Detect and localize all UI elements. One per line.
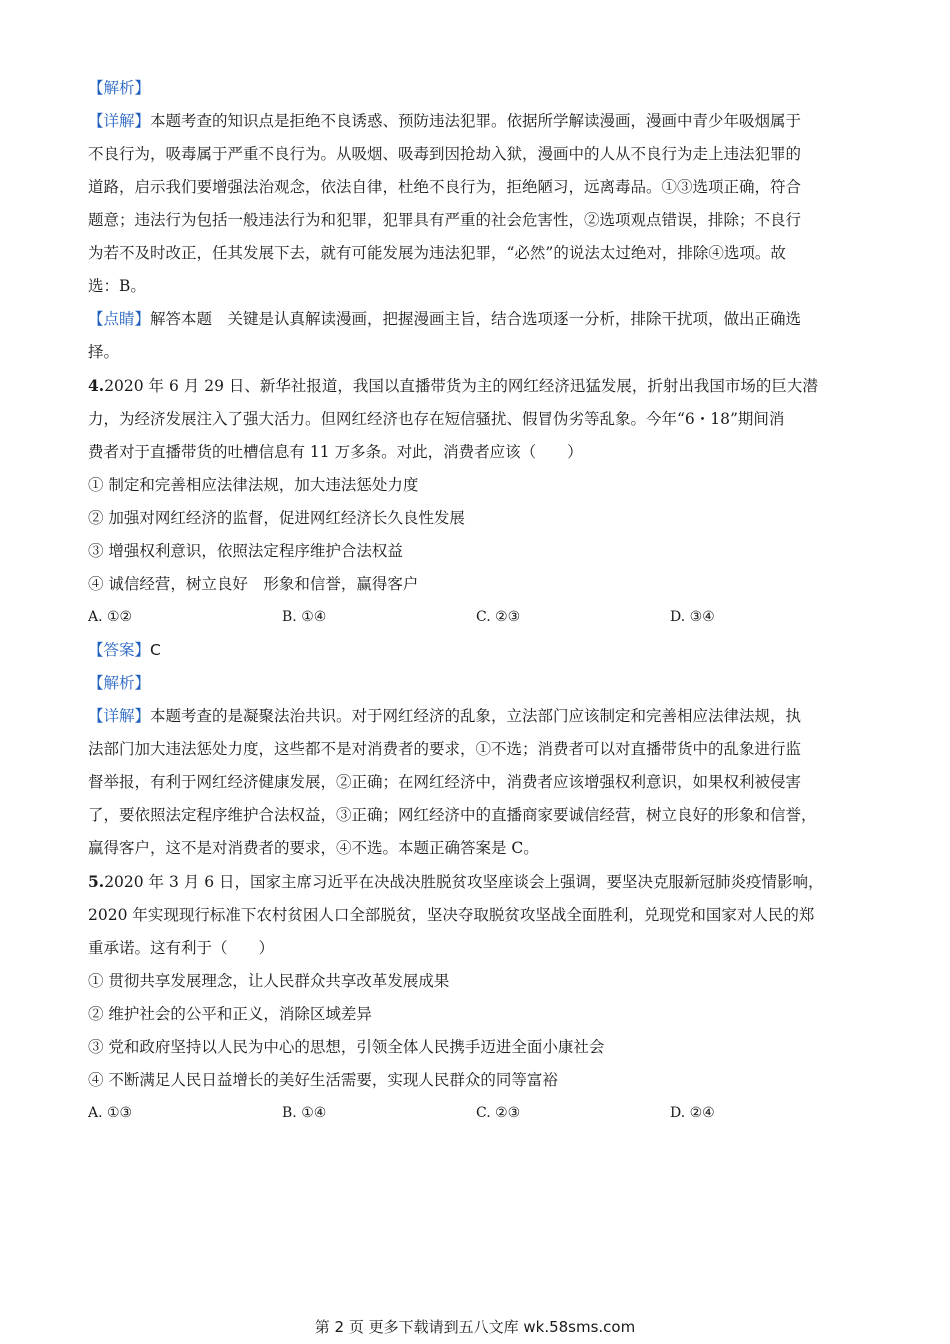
q3-detail-text: 本题考查的知识点是拒绝不良诱惑、预防违法犯罪。依据所学解读漫画，漫画中青少年吸烟属于 bbox=[150, 112, 802, 130]
q4-choice-a: A. ①② bbox=[88, 609, 133, 625]
q3-detail-line: 道路，启示我们要增强法治观念，依法自律，杜绝不良行为，拒绝陋习，远离毒品。①③选项正确，符合 bbox=[88, 178, 802, 196]
q4-stem-line: 费者对于直播带货的吐槽信息有 11 万多条。对此，消费者应该（ ） bbox=[88, 443, 583, 461]
q4-option: ③ 增强权利意识，依照法定程序维护合法权益 bbox=[88, 542, 403, 560]
q5-number: 5. bbox=[88, 872, 105, 891]
q5-choice-d: D. ②④ bbox=[670, 1105, 715, 1121]
q4-detail-line: 法部门加大违法惩处力度，这些都不是对消费者的要求，①不选；消费者可以对直播带货中的乱象进行监 bbox=[88, 740, 802, 758]
q4-stem-text: 2020 年 6 月 29 日、新华社报道，我国以直播带货为主的网红经济迅猛发展，折射出我国市场的巨大潜 bbox=[104, 377, 818, 395]
q4-option: ② 加强对网红经济的监督，促进网红经济长久良性发展 bbox=[88, 509, 465, 527]
q5-option: ① 贯彻共享发展理念，让人民群众共享改革发展成果 bbox=[88, 972, 450, 990]
q4-number: 4. bbox=[88, 376, 105, 395]
q5-stem-line: 2020 年实现现行标准下农村贫困人口全部脱贫，坚决夺取脱贫攻坚战全面胜利，兑现党和国家对人民的郑 bbox=[88, 906, 815, 924]
q4-stem-line bbox=[88, 369, 878, 403]
comment-tag: 【点睛】 bbox=[88, 310, 151, 328]
q3-comment-text: 解答本题 关键是认真解读漫画，把握漫画主旨，结合选项逐一分析，排除干扰项，做出正确选 bbox=[150, 310, 802, 328]
q4-choices bbox=[88, 601, 878, 634]
q4-option: ① 制定和完善相应法律法规，加大违法惩处力度 bbox=[88, 476, 419, 494]
q4-detail-line: 赢得客户，这不是对消费者的要求，④不选。本题正确答案是 C。 bbox=[88, 839, 539, 857]
q4-option: ④ 诚信经营，树立良好 形象和信誉，赢得客户 bbox=[88, 575, 419, 593]
detail-tag: 【详解】 bbox=[88, 112, 151, 130]
page-footer: 第 2 页 更多下载请到五八文库 wk.58sms.com bbox=[314, 1318, 636, 1336]
q3-detail-line bbox=[88, 105, 878, 138]
q5-stem-text: 2020 年 3 月 6 日，国家主席习近平在决战决胜脱贫攻坚座谈会上强调，要坚决克服新冠肺炎疫情影响， bbox=[104, 873, 824, 891]
q4-detail-line bbox=[88, 700, 878, 733]
answer-tag: 【答案】 bbox=[88, 641, 151, 659]
q4-detail-text: 本题考查的是凝聚法治共识。对于网红经济的乱象，立法部门应该制定和完善相应法律法规，执 bbox=[150, 707, 802, 725]
q5-option: ③ 党和政府坚持以人民为中心的思想，引领全体人民携手迈进全面小康社会 bbox=[88, 1038, 605, 1056]
analysis-tag: 【解析】 bbox=[88, 79, 151, 97]
q3-detail-line: 选：B。 bbox=[88, 277, 146, 295]
q3-comment-line bbox=[88, 303, 878, 336]
q3-detail-line: 为若不及时改正，任其发展下去，就有可能发展为违法犯罪，“必然”的说法太过绝对，排除④选项。故 bbox=[88, 244, 786, 262]
q4-detail-line: 督举报，有利于网红经济健康发展，②正确；在网红经济中，消费者应该增强权利意识，如果权利被侵害 bbox=[88, 773, 802, 791]
q4-detail-line: 了，要依照法定程序维护合法权益，③正确；网红经济中的直播商家要诚信经营，树立良好的形象和信誉， bbox=[88, 806, 817, 824]
q4-answer bbox=[88, 634, 878, 667]
q5-option: ② 维护社会的公平和正义，消除区域差异 bbox=[88, 1005, 372, 1023]
q4-choice-b: B. ①④ bbox=[282, 609, 327, 625]
q3-detail-line: 题意；违法行为包括一般违法行为和犯罪，犯罪具有严重的社会危害性，②选项观点错误，排除；不良行 bbox=[88, 211, 802, 229]
analysis-heading bbox=[88, 72, 878, 105]
q4-answer-letter: C bbox=[150, 641, 161, 659]
q5-choices bbox=[88, 1097, 878, 1130]
analysis-tag: 【解析】 bbox=[88, 674, 151, 692]
q4-stem-line: 力，为经济发展注入了强大活力。但网红经济也存在短信骚扰、假冒伪劣等乱象。今年“6・18”期间消 bbox=[88, 410, 785, 428]
q3-comment-line: 择。 bbox=[88, 343, 120, 361]
q5-choice-c: C. ②③ bbox=[476, 1105, 521, 1121]
document-page bbox=[88, 72, 878, 1130]
analysis-heading bbox=[88, 667, 878, 700]
q5-option: ④ 不断满足人民日益增长的美好生活需要，实现人民群众的同等富裕 bbox=[88, 1071, 558, 1089]
q5-choice-a: A. ①③ bbox=[88, 1105, 133, 1121]
q5-stem-line: 重承诺。这有利于（ ） bbox=[88, 939, 275, 957]
q3-detail-line: 不良行为，吸毒属于严重不良行为。从吸烟、吸毒到因抢劫入狱，漫画中的人从不良行为走上违法犯罪的 bbox=[88, 145, 802, 163]
detail-tag: 【详解】 bbox=[88, 707, 151, 725]
q5-stem-line bbox=[88, 865, 878, 899]
q4-choice-d: D. ③④ bbox=[670, 609, 715, 625]
q5-choice-b: B. ①④ bbox=[282, 1105, 327, 1121]
q4-choice-c: C. ②③ bbox=[476, 609, 521, 625]
